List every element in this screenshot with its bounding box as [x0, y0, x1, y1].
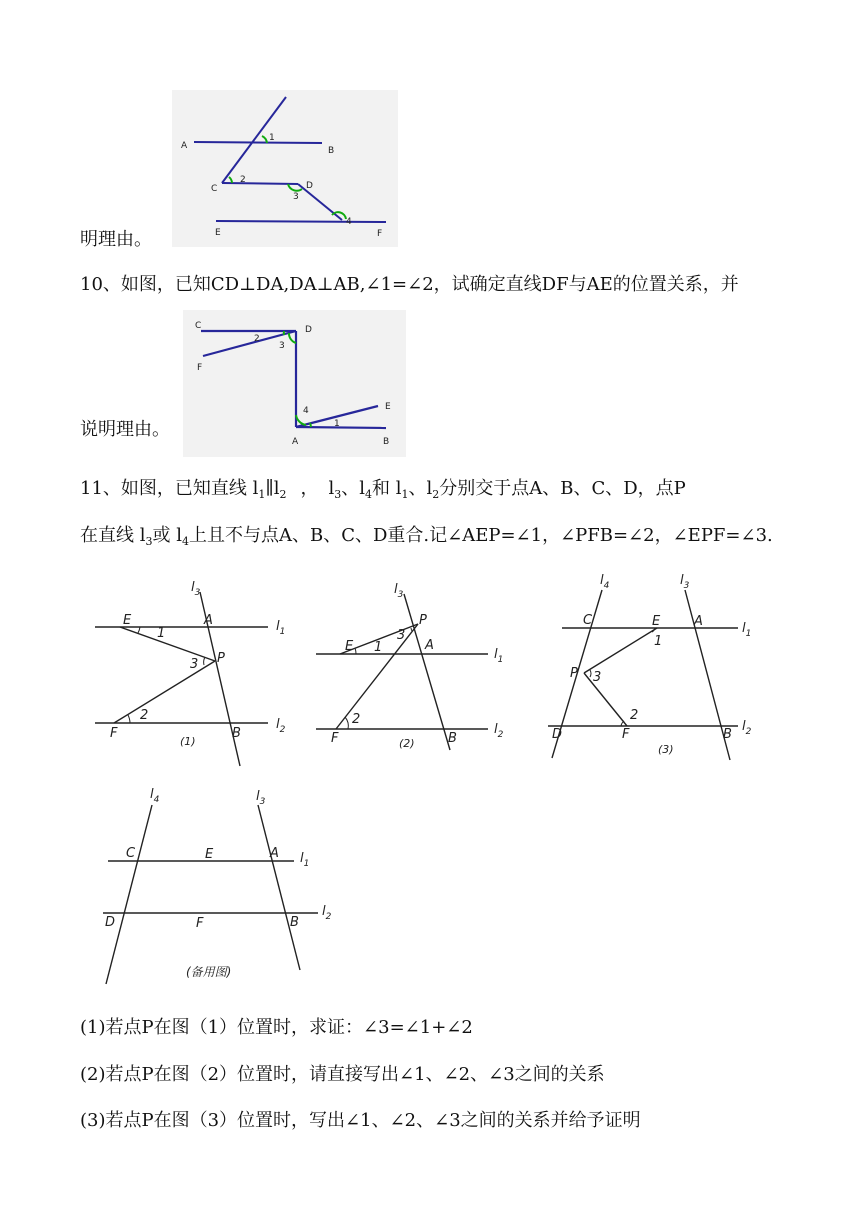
fig3-E: E — [652, 614, 661, 629]
q9-tail: 明理由。 — [80, 229, 152, 250]
fig3-P: P — [570, 666, 578, 681]
angle-1: 1 — [334, 419, 340, 429]
fig3-A: A — [694, 614, 703, 629]
fig1-P: P — [217, 651, 225, 666]
label-A: A — [181, 141, 188, 151]
label-D: D — [306, 181, 313, 191]
fig4-D: D — [105, 915, 116, 930]
fig4-l3: $l_3$ — [256, 789, 266, 807]
fig1-angle-3: 3 — [190, 657, 199, 672]
fig3-l2: $l_2$ — [742, 719, 752, 737]
q11-part-3: (3)若点P在图（3）位置时，写出∠1、∠2、∠3之间的关系并给予证明 — [80, 1110, 641, 1131]
fig4-caption: (备用图) — [186, 965, 232, 979]
label-B: B — [383, 437, 390, 447]
fig3-angle-2: 2 — [630, 708, 639, 723]
fig3-caption: (3) — [658, 743, 674, 756]
fig3-C: C — [583, 613, 593, 628]
label-C: C — [195, 321, 202, 331]
angle-4: 4 — [346, 217, 352, 227]
angle-2: 2 — [240, 175, 246, 185]
fig3-l1: $l_1$ — [742, 621, 752, 639]
q10-tail: 说明理由。 — [80, 419, 170, 440]
q11-part-1: (1)若点P在图（1）位置时，求证：∠3=∠1+∠2 — [80, 1017, 473, 1038]
q11-line1: 11、如图，已知直线 $l_1\parallel l_2$ ， $l_3$、$l_4$和 $l_1$、$l_2$分别交于点A、B、C、D，点P — [80, 478, 686, 501]
fig1-l1: $l_1$ — [276, 619, 286, 637]
label-B: B — [328, 146, 335, 156]
fig4-l1: $l_1$ — [300, 851, 310, 869]
fig2-l1: $l_1$ — [494, 647, 504, 665]
fig2-B: B — [448, 731, 457, 746]
fig4-B: B — [290, 915, 299, 930]
fig4-E: E — [205, 847, 214, 862]
fig4-l2: $l_2$ — [322, 904, 332, 922]
fig1-A: A — [204, 613, 213, 628]
fig3-angle-3: 3 — [593, 670, 602, 685]
fig2-l3: $l_3$ — [394, 582, 404, 600]
fig3-D: D — [552, 727, 563, 742]
fig4-C: C — [126, 846, 136, 861]
fig3-angle-1: 1 — [654, 634, 663, 649]
fig3-l3: $l_3$ — [680, 573, 690, 591]
angle-3: 3 — [293, 192, 299, 202]
fig1-F: F — [110, 726, 118, 741]
label-E: E — [385, 402, 391, 412]
fig1-B: B — [232, 726, 241, 741]
fig3-B: B — [723, 727, 732, 742]
angle-4: 4 — [303, 406, 309, 416]
figure-q9 — [172, 90, 398, 247]
q11-part-2: (2)若点P在图（2）位置时，请直接写出∠1、∠2、∠3之间的关系 — [80, 1064, 605, 1085]
fig4-A: A — [270, 846, 279, 861]
fig2-angle-3: 3 — [397, 628, 406, 643]
fig2-caption: (2) — [399, 737, 415, 750]
q10-text: 10、如图，已知CD⊥DA,DA⊥AB,∠1=∠2，试确定直线DF与AE的位置关系，并 — [80, 274, 739, 295]
fig2-A: A — [425, 638, 434, 653]
q11-line2: 在直线 $l_3$或 $l_4$上且不与点A、B、C、D重合.记∠AEP=∠1，∠PFB=∠2，∠EPF=∠3. — [80, 525, 773, 548]
label-F: F — [197, 363, 203, 373]
fig1-angle-2: 2 — [140, 708, 149, 723]
fig2-l2: $l_2$ — [494, 722, 504, 740]
fig1-caption: (1) — [180, 735, 196, 748]
angle-1: 1 — [269, 133, 275, 143]
label-E: E — [215, 228, 221, 238]
fig3-l4: $l_4$ — [600, 573, 610, 591]
label-D: D — [305, 325, 312, 335]
angle-2: 2 — [254, 334, 260, 344]
fig2-P: P — [419, 613, 427, 628]
fig1-E: E — [123, 613, 132, 628]
figure-q10 — [183, 310, 406, 457]
fig4-F: F — [196, 916, 204, 931]
figures-q11 — [0, 560, 860, 1000]
fig1-angle-1: 1 — [157, 626, 166, 641]
fig1-l3: $l_3$ — [191, 580, 201, 598]
fig4-l4: $l_4$ — [150, 787, 160, 805]
label-F: F — [377, 229, 383, 239]
fig2-angle-1: 1 — [374, 640, 383, 655]
label-C: C — [211, 184, 218, 194]
angle-3: 3 — [279, 341, 285, 351]
fig2-angle-2: 2 — [352, 712, 361, 727]
fig1-l2: $l_2$ — [276, 717, 286, 735]
fig2-E: E — [345, 639, 354, 654]
fig2-F: F — [331, 731, 339, 746]
label-A: A — [292, 437, 299, 447]
fig3-F: F — [622, 727, 630, 742]
